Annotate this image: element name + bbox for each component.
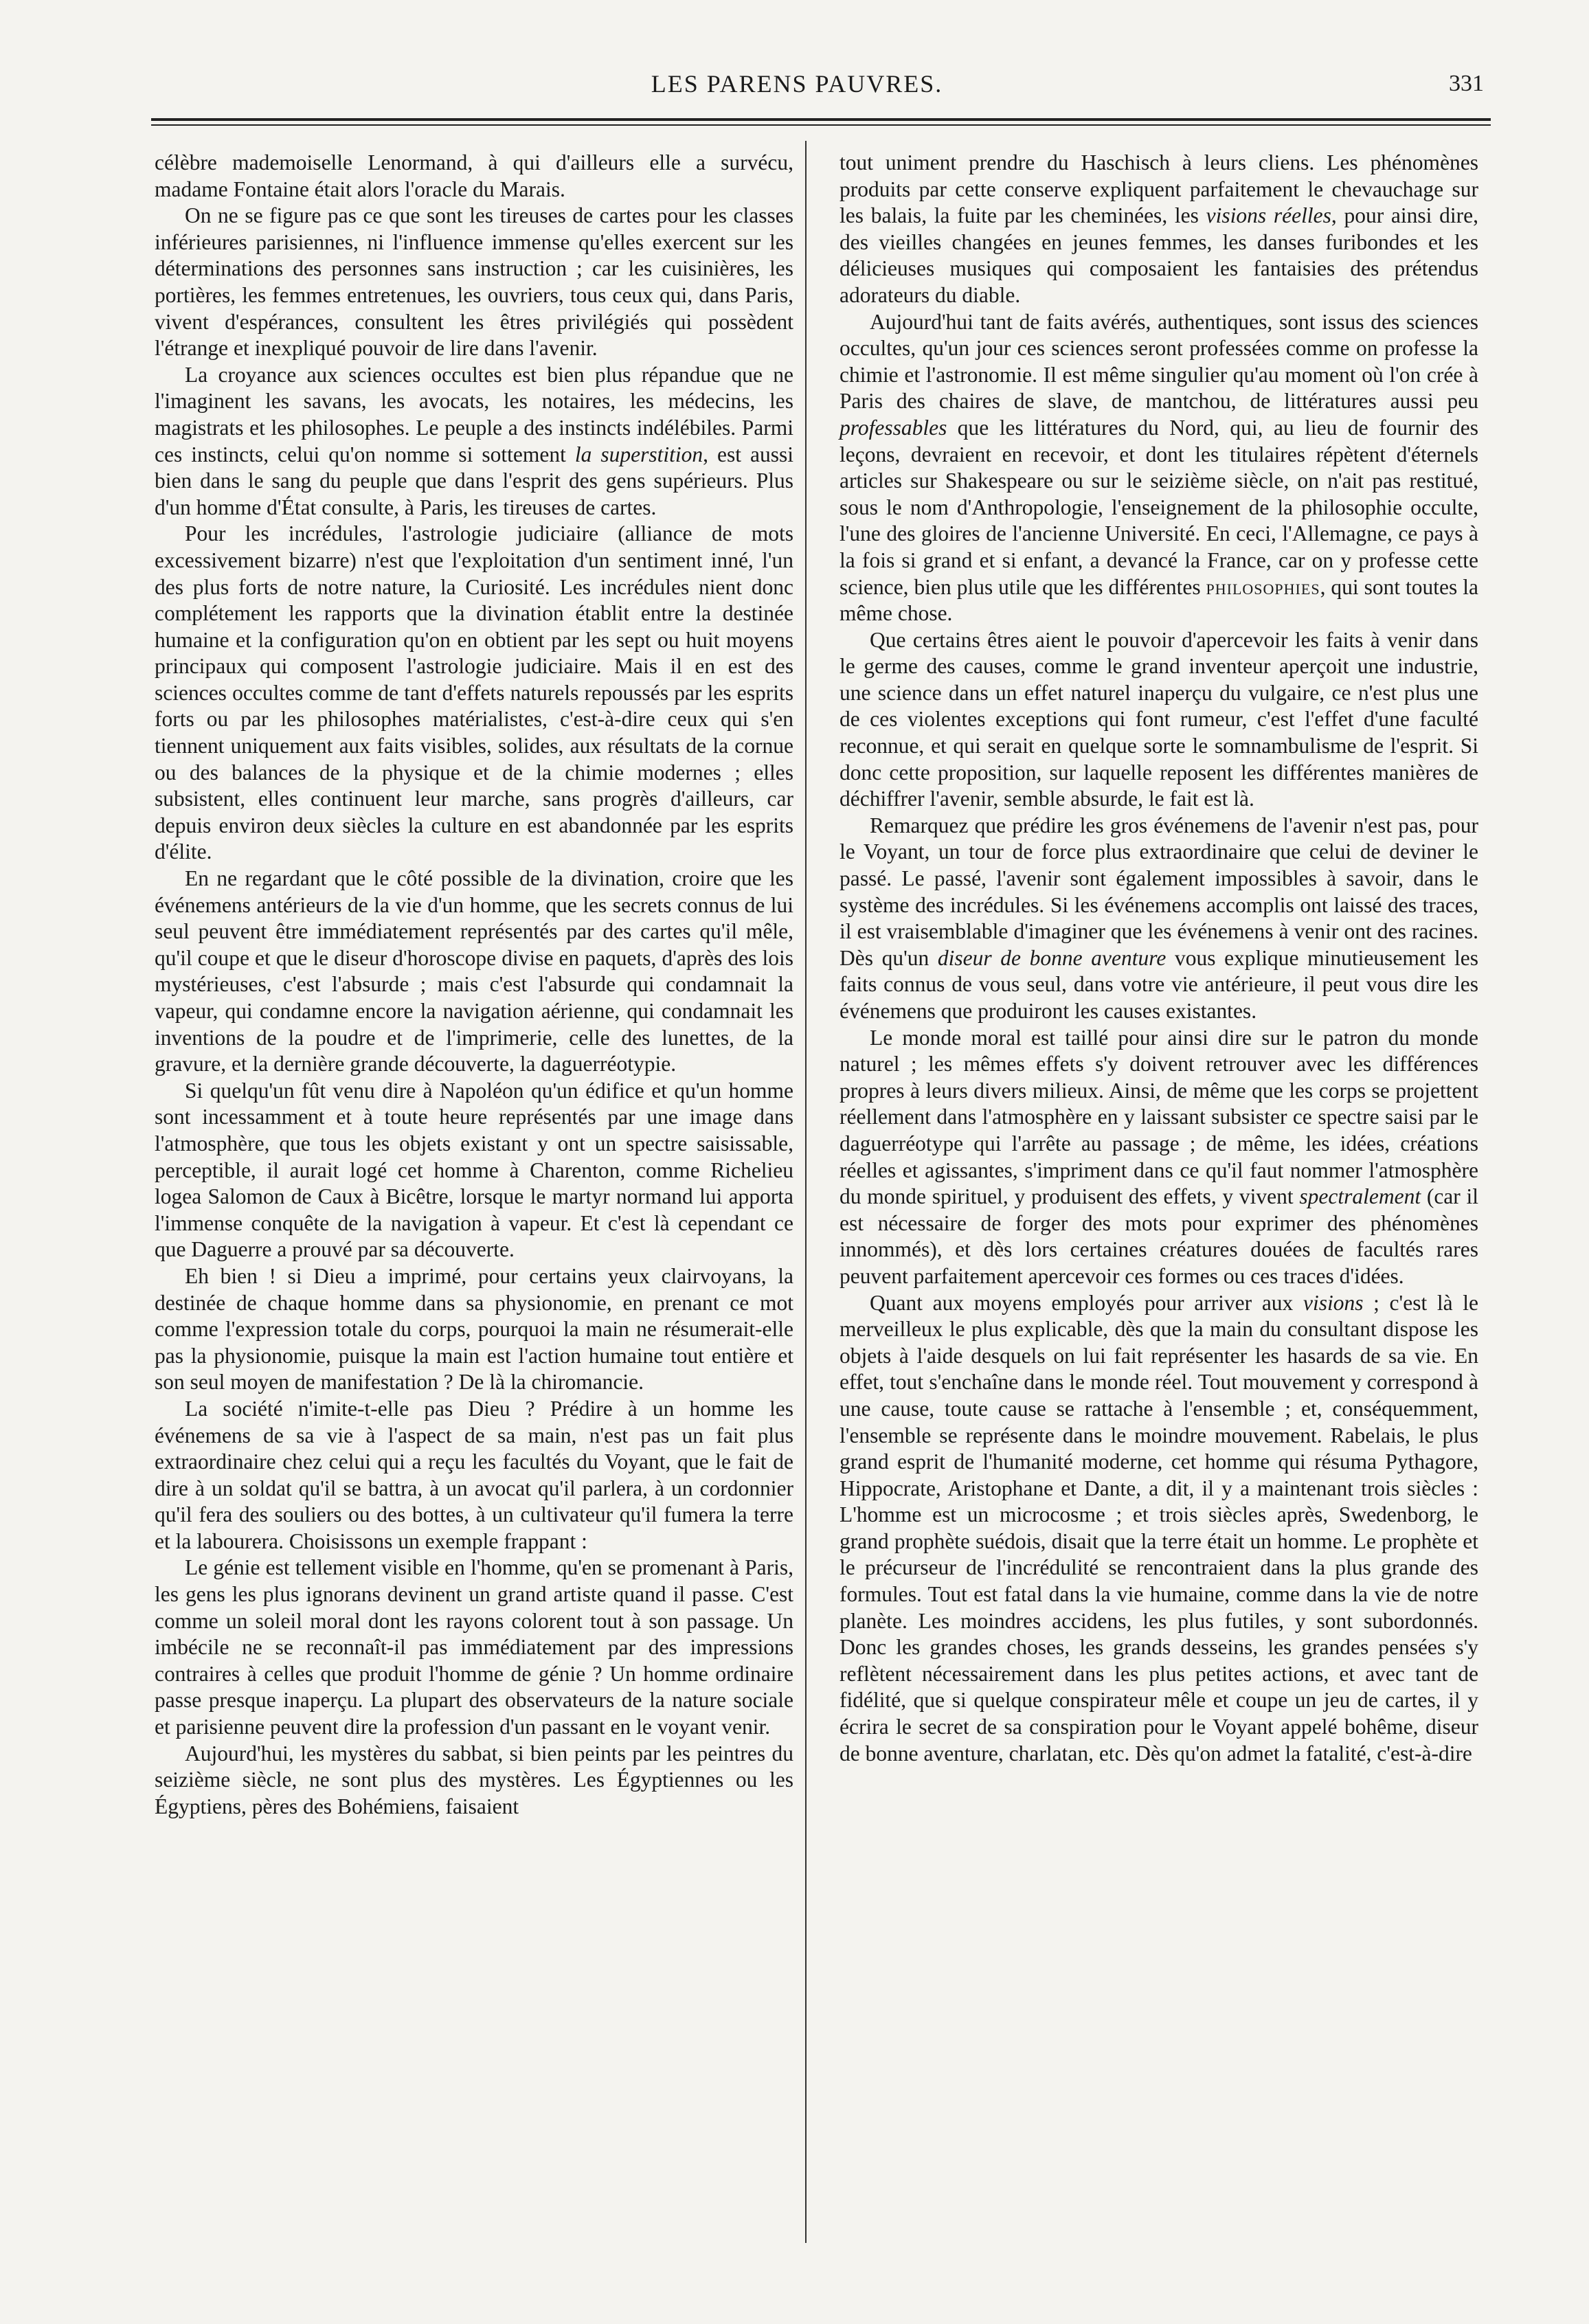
paragraph [839,1290,1478,1768]
smallcaps-text: philosophies [1206,574,1320,599]
paragraph-text: Quant aux moyens employés pour arriver aux [870,1290,1303,1315]
paragraph-text: vous explique minutieusement les faits connus de vous seul, dans votre vie antérieure, il peut vous dire les événemens que produiront les causes existantes. [839,945,1478,1023]
left-column [155,150,793,1820]
paragraph [155,1263,793,1396]
italic-text: la superstition [574,442,703,466]
paragraph [155,203,793,362]
right-column [839,150,1478,1767]
paragraph-text: La société n'imite-t-elle pas Dieu ? Prédire à un homme les événemens de sa vie à l'aspect de sa main, n'est pas un fait plus extraordinaire chez celui qui a reçu les facultés du Voyant, que le fait de dire à un soldat qu'il se battra, à un avocat qu'il parlera, à un cordonnier qu'il fera des souliers ou des bottes, à un cultivateur qu'il fumera la terre et la labourera. Choisissons un exemple frappant : [155,1396,793,1553]
italic-text: diseur de bonne aventure [937,945,1167,970]
paragraph-text: célèbre mademoiselle Lenormand, à qui d'ailleurs elle a survécu, madame Fontaine était alors l'oracle du Marais. [155,150,793,201]
page-number: 331 [1449,71,1484,96]
paragraph [155,1078,793,1263]
paragraph [155,1741,793,1820]
page-header [110,65,1484,106]
italic-text: visions réelles [1206,203,1331,228]
paragraph [839,813,1478,1025]
italic-text: professables [839,415,947,440]
paragraph [155,1396,793,1555]
paragraph-text: Eh bien ! si Dieu a imprimé, pour certains yeux clairvoyans, la destinée de chaque homme dans sa physionomie, en prenant ce mot comme l'expression totale du corps, pourquoi la main ne résumerait-elle pas la physionomie, puisque la main est l'action humaine tout entière et son seul moyen de manifestation ? De là la chiromancie. [155,1263,793,1395]
header-rule-thin [151,124,1491,126]
paragraph-text: , pour ainsi dire, des vieilles changées en jeunes femmes, les danses furibondes et les délicieuses musiques qui composaient les fantaisies des prétendus adorateurs du diable. [839,203,1478,307]
paragraph [155,866,793,1078]
paragraph [155,150,793,203]
paragraph-text: ; c'est là le merveilleux le plus explicable, dès que la main du consultant dispose les objets à l'aide desquels on lui fait représenter les hasards de sa vie. En effet, tout s'enchaîne dans le monde réel. Tout mouvement y correspond à une cause, toute cause se rattache à l'ensemble ; et, conséquemment, l'ensemble se représente dans le moindre mouvement. Rabelais, le plus grand esprit de l'humanité moderne, cet homme qui résuma Pythagore, Hippocrate, Aristophane et Dante, a dit, il y a maintenant trois siècles : L'homme est un microcosme ; et trois siècles après, Swedenborg, le grand prophète suédois, disait que la terre était un homme. Le prophète et le précurseur de l'incrédulité se rencontraient dans la plus grande des formules. Tout est fatal dans la vie humaine, comme dans la vie de notre planète. Les moindres accidens, les plus futiles, y sont subordonnés. Donc les grandes choses, les grands desseins, les grandes pensées s'y reflètent nécessairement dans les plus petites actions, et avec tant de fidélité, que si quelque conspirateur mêle et coupe un jeu de cartes, il y écrira le secret de sa conspiration pour le Voyant appelé bohême, diseur de bonne aventure, charlatan, etc. Dès qu'on admet la fatalité, c'est-à-dire [839,1290,1478,1765]
paragraph-text: En ne regardant que le côté possible de la divination, croire que les événemens antérieurs de la vie d'un homme, que les secrets connus de lui seul peuvent être immédiatement représentés par des cartes qu'il mêle, qu'il coupe et que le diseur d'horoscope divise en paquets, d'après des lois mystérieuses, c'est l'absurde ; mais c'est l'absurde qui condamnait la vapeur, qui condamne encore la navigation aérienne, qui condamnait les inventions de la poudre et de l'imprimerie, celle des lunettes, de la gravure, et la dernière grande découverte, la daguerréotypie. [155,866,793,1076]
paragraph [839,309,1478,627]
italic-text: visions [1303,1290,1364,1315]
paragraph [155,521,793,866]
paragraph-text: Si quelqu'un fût venu dire à Napoléon qu'un édifice et qu'un homme sont incessamment et à toute heure représentés par une image dans l'atmosphère, que tous les objets existant y ont un spectre saisissable, perceptible, il aurait logé cet homme à Charenton, comme Richelieu logea Salomon de Caux à Bicêtre, lorsque le martyr normand lui apporta l'immense conquête de la navigation à vapeur. Et c'est là cependant ce que Daguerre a prouvé par sa découverte. [155,1078,793,1262]
paragraph-text: tout uniment prendre du Haschisch à leurs cliens. Les phénomènes produits par cette conserve expliquent parfaitement le chevauchage sur les balais, la fuite par les cheminées, les [839,150,1478,228]
paragraph-text: Que certains êtres aient le pouvoir d'apercevoir les faits à venir dans le germe des causes, comme le grand inventeur aperçoit une industrie, une science dans un effet naturel inaperçu du vulgaire, ce n'est plus une de ces violentes exceptions qui font rumeur, c'est l'effet d'une faculté reconnue, et qui serait en quelque sorte le somnambulisme de l'esprit. Si donc cette proposition, sur laquelle reposent les différentes manières de déchiffrer l'avenir, semble absurde, le fait est là. [839,627,1478,811]
paragraph-text: On ne se figure pas ce que sont les tireuses de cartes pour les classes inférieures parisiennes, ni l'influence immense qu'elles exercent sur les déterminations des personnes sans instruction ; car les cuisinières, les portières, les femmes entretenues, les ouvriers, tous ceux qui, dans Paris, vivent d'espérances, consultent les êtres privilégiés qui possèdent l'étrange et inexpliqué pouvoir de lire dans l'avenir. [155,203,793,361]
paragraph-text: que les littératures du Nord, qui, au lieu de fournir des leçons, devraient en recevoir, et dont les titulaires répètent d'éternels articles sur Shakespeare ou sur le seizième siècle, on n'ait pas restitué, sous le nom d'Anthropologie, l'enseignement de la philosophie occulte, l'une des gloires de l'ancienne Université. En ceci, l'Allemagne, ce pays à la fois si grand et si enfant, a devancé la France, car on y professe cette science, bien plus utile que les différentes [839,415,1478,599]
paragraph-text: Pour les incrédules, l'astrologie judiciaire (alliance de mots excessivement bizarre) n'est que l'exploitation d'un sentiment inné, l'un des plus forts de notre nature, la Curiosité. Les incrédules nient donc complétement les rapports que la divination établit entre la destinée humaine et la configuration qu'on en obtient par les sept ou huit moyens principaux qui composent l'astrologie judiciaire. Mais il en est des sciences occultes comme de tant d'effets naturels repoussés par les esprits forts ou par les philosophes matérialistes, c'est-à-dire ceux qui s'en tiennent uniquement aux faits visibles, solides, aux résultats de la cornue ou des balances de la physique et de la chimie modernes ; elles subsistent, elles continuent leur marche, sans progrès d'ailleurs, car depuis environ deux siècles la culture en est abandonnée par les esprits d'élite. [155,521,793,864]
running-title: LES PARENS PAUVRES. [651,70,943,98]
paragraph-text: Remarquez que prédire les gros événemens de l'avenir n'est pas, pour le Voyant, un tour de force plus extraordinaire que celui de deviner le passé. Le passé, l'avenir sont également impossibles à savoir, dans le système des incrédules. Si les événemens accomplis ont laissé des traces, il est vraisemblable d'imaginer que les événemens à venir ont des racines. Dès qu'un [839,813,1478,970]
paragraph-text: Aujourd'hui tant de faits avérés, authentiques, sont issus des sciences occultes, qu'un jour ces sciences seront professées comme on professe la chimie et l'astronomie. Il est même singulier qu'au moment où l'on crée à Paris des chaires de slave, de mantchou, de littératures aussi peu [839,309,1478,414]
paragraph [155,1555,793,1740]
header-rule-thick [151,118,1491,121]
paragraph [839,627,1478,813]
paragraph-text: (car il est nécessaire de forger des mots pour exprimer des phénomènes innommés), et dès lors certaines créatures douées de facultés rares peuvent parfaitement apercevoir ces formes ou ces traces d'idées. [839,1184,1478,1288]
paragraph-text: La croyance aux sciences occultes est bien plus répandue que ne l'imaginent les savans, les avocats, les notaires, les médecins, les magistrats et les philosophes. Le peuple a des instincts indélébiles. Parmi ces instincts, celui qu'on nomme si sottement [155,362,793,466]
paragraph [839,150,1478,309]
paragraph-text: , est aussi bien dans le sang du peuple que dans l'esprit des gens supérieurs. Plus d'un homme d'État consulte, à Paris, les tireuses de cartes. [155,442,794,519]
paragraph-text: Aujourd'hui, les mystères du sabbat, si bien peints par les peintres du seizième siècle, ne sont plus des mystères. Les Égyptiennes ou les Égyptiens, pères des Bohémiens, faisaient [155,1741,793,1818]
paragraph [839,1025,1478,1290]
paragraph-text: Le génie est tellement visible en l'homme, qu'en se promenant à Paris, les gens les plus ignorans devinent un grand artiste quand il passe. C'est comme un soleil moral dont les rayons colorent tout à son passage. Un imbécile ne se reconnaît-il pas immédiatement par des impressions contraires à celles que produit l'homme de génie ? Un homme ordinaire passe presque inaperçu. La plupart des observateurs de la nature sociale et parisienne peuvent dire la profession d'un passant en le voyant venir. [155,1555,793,1739]
column-divider [805,141,807,2243]
paragraph-text: , qui sont toutes la même chose. [839,574,1478,626]
italic-text: spectralement [1299,1184,1421,1209]
paragraph [155,362,793,521]
paragraph-text: Le monde moral est taillé pour ainsi dire sur le patron du monde naturel ; les mêmes effets s'y doivent retrouver avec les différences propres à leurs divers milieux. Ainsi, de même que les corps se projettent réellement dans l'atmosphère en y laissant subsister ce spectre saisi par le daguerréotype qui l'arrête au passage ; de même, les idées, créations réelles et agissantes, s'impriment dans ce qu'il faut nommer l'atmosphère du monde spirituel, y produisent des effets, y vivent [839,1025,1478,1209]
